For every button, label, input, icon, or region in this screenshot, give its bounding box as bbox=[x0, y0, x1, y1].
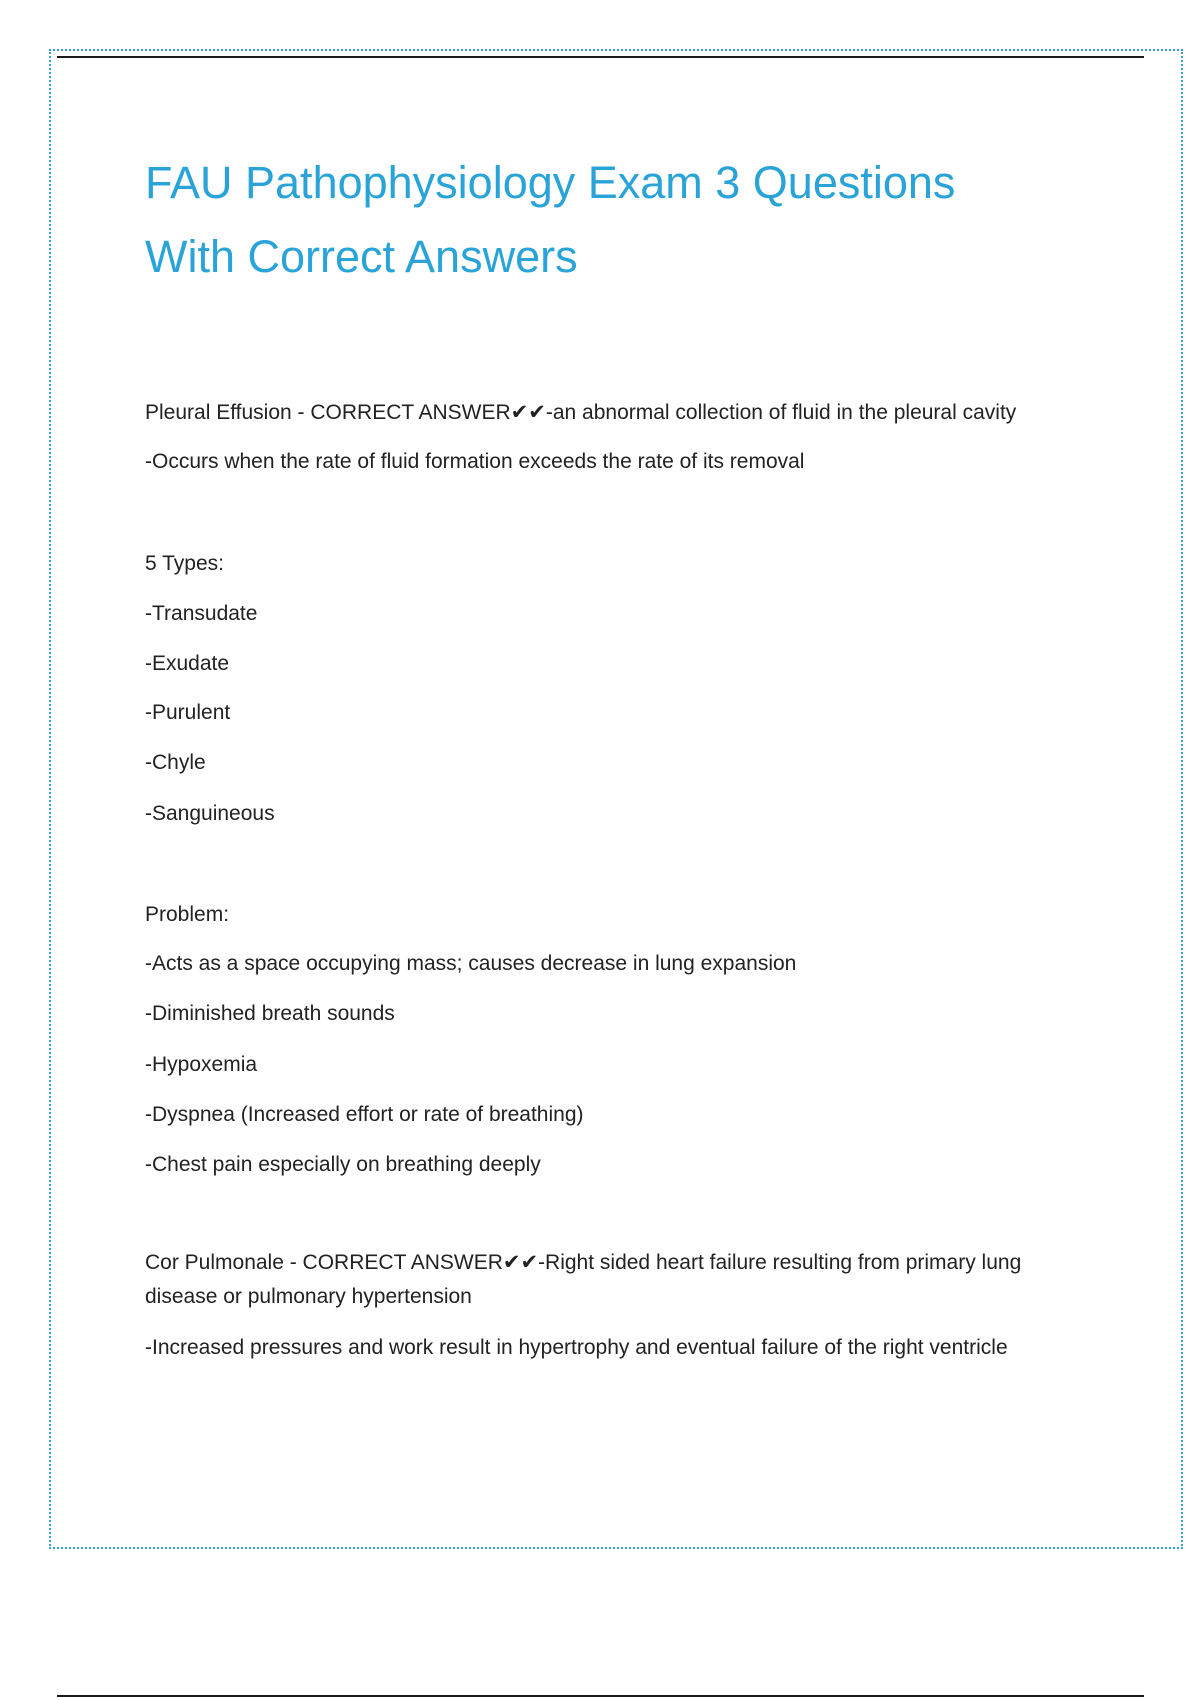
footer-rule bbox=[57, 1695, 1144, 1697]
type-item: -Sanguineous bbox=[145, 802, 275, 825]
problem-item: -Acts as a space occupying mass; causes decrease in lung expansion bbox=[145, 952, 797, 975]
problem-heading: Problem: bbox=[145, 903, 230, 926]
title-line-1: FAU Pathophysiology Exam 3 Questions bbox=[145, 157, 956, 208]
document-title bbox=[145, 146, 1105, 294]
cor-pulmonale-note: -Increased pressures and work result in hypertrophy and eventual failure of the right ventricle bbox=[145, 1336, 1008, 1359]
problem-item: -Diminished breath sounds bbox=[145, 1002, 395, 1025]
cor-pulmonale-question: Cor Pulmonale - CORRECT ANSWER✔✔-Right sided heart failure resulting from primary lung disease or pulmonary hypertension bbox=[145, 1251, 1022, 1308]
type-item: -Transudate bbox=[145, 602, 258, 625]
pleural-effusion-note: -Occurs when the rate of fluid formation exceeds the rate of its removal bbox=[145, 450, 805, 473]
type-item: -Chyle bbox=[145, 751, 206, 774]
problem-item: -Chest pain especially on breathing deeply bbox=[145, 1153, 541, 1176]
problem-item: -Hypoxemia bbox=[145, 1053, 258, 1076]
header-rule bbox=[57, 56, 1144, 58]
pleural-effusion-question: Pleural Effusion - CORRECT ANSWER✔✔-an abnormal collection of fluid in the pleural cavity bbox=[145, 401, 1017, 424]
types-heading: 5 Types: bbox=[145, 552, 224, 575]
type-item: -Exudate bbox=[145, 652, 230, 675]
problem-item: -Dyspnea (Increased effort or rate of breathing) bbox=[145, 1103, 584, 1126]
type-item: -Purulent bbox=[145, 701, 231, 724]
title-line-2: With Correct Answers bbox=[145, 231, 578, 282]
